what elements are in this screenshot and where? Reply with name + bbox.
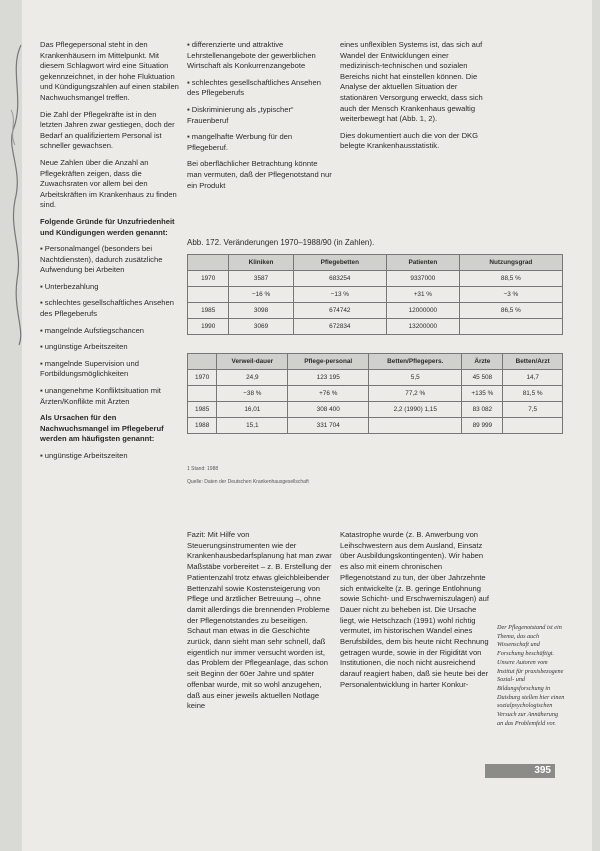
side-note: Der Pflegenotstand ist ein Thema, das auch Wissenschaft und Forschung beschäftigt. Unsere Autoren vom Institut für praxisbezogene Sozial- und Bildungsforschung in Duisburg stellen hier einen sozialpsychologischen Versuch zur Annäherung an das Problemfeld vor. xyxy=(497,624,565,727)
table-cell: 5,5 xyxy=(369,370,462,386)
table-row xyxy=(188,418,563,434)
page-number: 395 xyxy=(534,765,551,776)
table-header-cell: Pflegebetten xyxy=(293,255,386,271)
text-column-left xyxy=(40,40,180,468)
list-item: ▪ Personalmangel (besonders bei Nachtdiensten), dadurch zusätzliche Aufwendung bei Arbeiten xyxy=(40,244,163,275)
text-column-middle xyxy=(187,40,332,197)
table-cell: 16,01 xyxy=(217,402,288,418)
table-header-cell: Kliniken xyxy=(229,255,293,271)
table-header-cell xyxy=(188,354,217,370)
page-number-bar xyxy=(485,764,555,778)
table-cell: 331 704 xyxy=(288,418,369,434)
list-item: ▪ Unterbezahlung xyxy=(40,281,99,291)
table-cell xyxy=(459,319,562,335)
table-cell: 3069 xyxy=(229,319,293,335)
list-item: ▪ ungünstige Arbeitszeiten xyxy=(40,342,128,352)
section-heading: Als Ursachen für den Nachwuchsmangel im Pflegeberuf werden am häufigsten genannt: xyxy=(40,413,164,444)
table-cell: −16 % xyxy=(229,287,293,303)
paragraph: eines unflexiblen Systems ist, das sich auf Wandel der Entwicklungen einer medizinisch-technischen und sozialen Bereichs nicht hat einstellen können. Die Analyse der aktuellen Situation der stationären Versorgung erweckt, dass sich auch der Mensch Krankenhaus gewaltig weiterbewegt hat (Abb. 1, 2). xyxy=(340,40,483,124)
table-cell: 123 195 xyxy=(288,370,369,386)
table-cell: 7,5 xyxy=(503,402,563,418)
table-cell: 9337000 xyxy=(387,271,460,287)
table-cell xyxy=(188,287,229,303)
section-heading: Folgende Gründe für Unzufriedenheit und Kündigungen werden genannt: xyxy=(40,216,175,237)
table-cell xyxy=(369,418,462,434)
table-cell xyxy=(503,418,563,434)
paragraph: Das Pflegepersonal steht in den Krankenhäusern im Mittelpunkt. Mit diesem Schlagwort wird eine Situation gekennzeichnet, in der hohe Fluktuation und Kündigungszahlen auf einen stabilen Nachwuchsmangel treffen. xyxy=(40,40,179,102)
paragraph: Bei oberflächlicher Betrachtung könnte man vermuten, daß der Pflegenotstand nur ein Produkt xyxy=(187,159,332,190)
list-item: ▪ schlechtes gesellschaftliches Ansehen des Pflegeberufs xyxy=(187,77,321,98)
text-column-right xyxy=(340,40,490,158)
list-item: ▪ unangenehme Konfliktsituation mit Ärzten/Konflikte mit Ärzten xyxy=(40,386,161,406)
list-item: ▪ mangelhafte Werbung für den Pflegeberuf. xyxy=(187,132,293,152)
paragraph: Dies dokumentiert auch die von der DKG belegte Krankenhausstatistik. xyxy=(340,130,479,151)
table-header-cell: Pflege-personal xyxy=(288,354,369,370)
table-cell: 1990 xyxy=(188,319,229,335)
list-item: ▪ schlechtes gesellschaftliches Ansehen des Pflegeberufs xyxy=(40,298,174,319)
table-header-cell: Patienten xyxy=(387,255,460,271)
table-cell: 1985 xyxy=(188,303,229,319)
list-item: ▪ ungünstige Arbeitszeiten xyxy=(40,451,128,460)
table-row xyxy=(188,386,563,402)
table-row xyxy=(188,370,563,386)
table-header-cell: Betten/Pflegepers. xyxy=(369,354,462,370)
list-item: ▪ mangelnde Supervision und Fortbildungsmöglichkeiten xyxy=(40,358,139,379)
table-cell: 88,5 % xyxy=(459,271,562,287)
table-header-cell xyxy=(188,255,229,271)
table-cell: 1988 xyxy=(188,418,217,434)
table-cell: 77,2 % xyxy=(369,386,462,402)
table-cell: 1985 xyxy=(188,402,217,418)
table-footnote: 1 Stand: 1988 xyxy=(187,466,219,472)
statistics-table-2 xyxy=(187,353,563,434)
table-row xyxy=(188,319,563,335)
table-row xyxy=(188,271,563,287)
list-item: ▪ mangelnde Aufstiegschancen xyxy=(40,325,145,335)
table-cell: 81,5 % xyxy=(503,386,563,402)
table-cell: 308 400 xyxy=(288,402,369,418)
table-row xyxy=(188,303,563,319)
statistics-table-1 xyxy=(187,254,563,335)
table-cell: 13200000 xyxy=(387,319,460,335)
paragraph: Die Zahl der Pflegekräfte ist in den letzten Jahren zwar gestiegen, doch der Bedarf an qualifiziertem Personal ist schneller gewachsen. xyxy=(40,109,175,151)
table-row xyxy=(188,402,563,418)
table-cell: −3 % xyxy=(459,287,562,303)
table-cell: 2,2 (1990) 1,15 xyxy=(369,402,462,418)
table-cell: 3098 xyxy=(229,303,293,319)
table-header-row xyxy=(188,255,563,271)
table-cell: +76 % xyxy=(288,386,369,402)
paragraph: Fazit: Mit Hilfe von Steuerungsinstrumenten wie der Krankenhausbedarfsplanung hat man zwar Maßstäbe vorbereitet – z. B. Erstellung der Patientenzahl trotz etwas gleichbleibender Bettenzahl sowie Kostensteigerung von Pflege und ärztlicher Betreuung –, ohne damit allerdings die brennenden Probleme der Pflegenotstandes zu beseitigen. Schaut man etwas in die Geschichte zurück, dann sieht man sehr schnell, daß eigentlich nur immer versucht worden ist, das Problem der Pflegeanlage, das schon seit Beginn der 60er Jahre und später offenbar wurde, mit so wohl anzugehen, daß aus einer jeweils aktuellen Notlage keine xyxy=(187,530,332,711)
figure-caption: Abb. 172. Veränderungen 1970–1988/90 (in Zahlen). xyxy=(187,238,375,247)
table-cell: 45 508 xyxy=(462,370,503,386)
table-cell: 83 082 xyxy=(462,402,503,418)
table-cell: +135 % xyxy=(462,386,503,402)
paragraph: Katastrophe wurde (z. B. Anwerbung von Leihschwestern aus dem Ausland, Einsatz über Ausbildungskontingenten). Wir haben es also mit einem chronischen Pflegenotstand zu tun, der über Jahrzehnte sich entwickelte (z. B. geringe Entlohnung sowie Schicht- und Erschwerniszulagen) auf Dauer nicht zu beheben ist. Die Ursache liegt, wie Hetschzach (1991) wohl richtig vermutet, im historischen Wandel eines Berufsbildes, dem bis heute nicht Rechnung getragen wurde, sowie in der Rigidität von Institutionen, die noch nicht ausreichend darauf reagiert haben, daß sie heute bei der Personalentwicklung in harter Konkur- xyxy=(340,530,489,689)
table-header-row xyxy=(188,354,563,370)
table-cell: −13 % xyxy=(293,287,386,303)
list-item: ▪ differenzierte und attraktive Lehrstellenangebote der gewerblichen Wirtschaft als Konkurrenzangebote xyxy=(187,40,316,71)
paragraph: Neue Zahlen über die Anzahl an Pflegekräften zeigen, dass die Zuwachsraten vor allem bei den Arbeitskräften im Krankenhaus zu finden sind. xyxy=(40,157,177,210)
table-row xyxy=(188,287,563,303)
table-cell: 12000000 xyxy=(387,303,460,319)
table-header-cell: Ärzte xyxy=(462,354,503,370)
table-cell xyxy=(188,386,217,402)
table-cell: 674742 xyxy=(293,303,386,319)
table-cell: 15,1 xyxy=(217,418,288,434)
table-header-cell: Betten/Arzt xyxy=(503,354,563,370)
table-header-cell: Nutzungsgrad xyxy=(459,255,562,271)
table-cell: 672834 xyxy=(293,319,386,335)
table-cell: 86,5 % xyxy=(459,303,562,319)
table-source: Quelle: Daten der Deutschen Krankenhausgesellschaft xyxy=(187,479,309,485)
table-cell: +31 % xyxy=(387,287,460,303)
table-cell: 24,9 xyxy=(217,370,288,386)
pen-scribble-mark xyxy=(3,40,29,350)
table-cell: 1970 xyxy=(188,370,217,386)
table-cell: 683254 xyxy=(293,271,386,287)
table-cell: 1970 xyxy=(188,271,229,287)
table-cell: −38 % xyxy=(217,386,288,402)
table-cell: 14,7 xyxy=(503,370,563,386)
table-cell: 89 999 xyxy=(462,418,503,434)
table-cell: 3587 xyxy=(229,271,293,287)
list-item: ▪ Diskriminierung als „typischer“ Frauenberuf xyxy=(187,104,294,125)
table-header-cell: Verweil-dauer xyxy=(217,354,288,370)
